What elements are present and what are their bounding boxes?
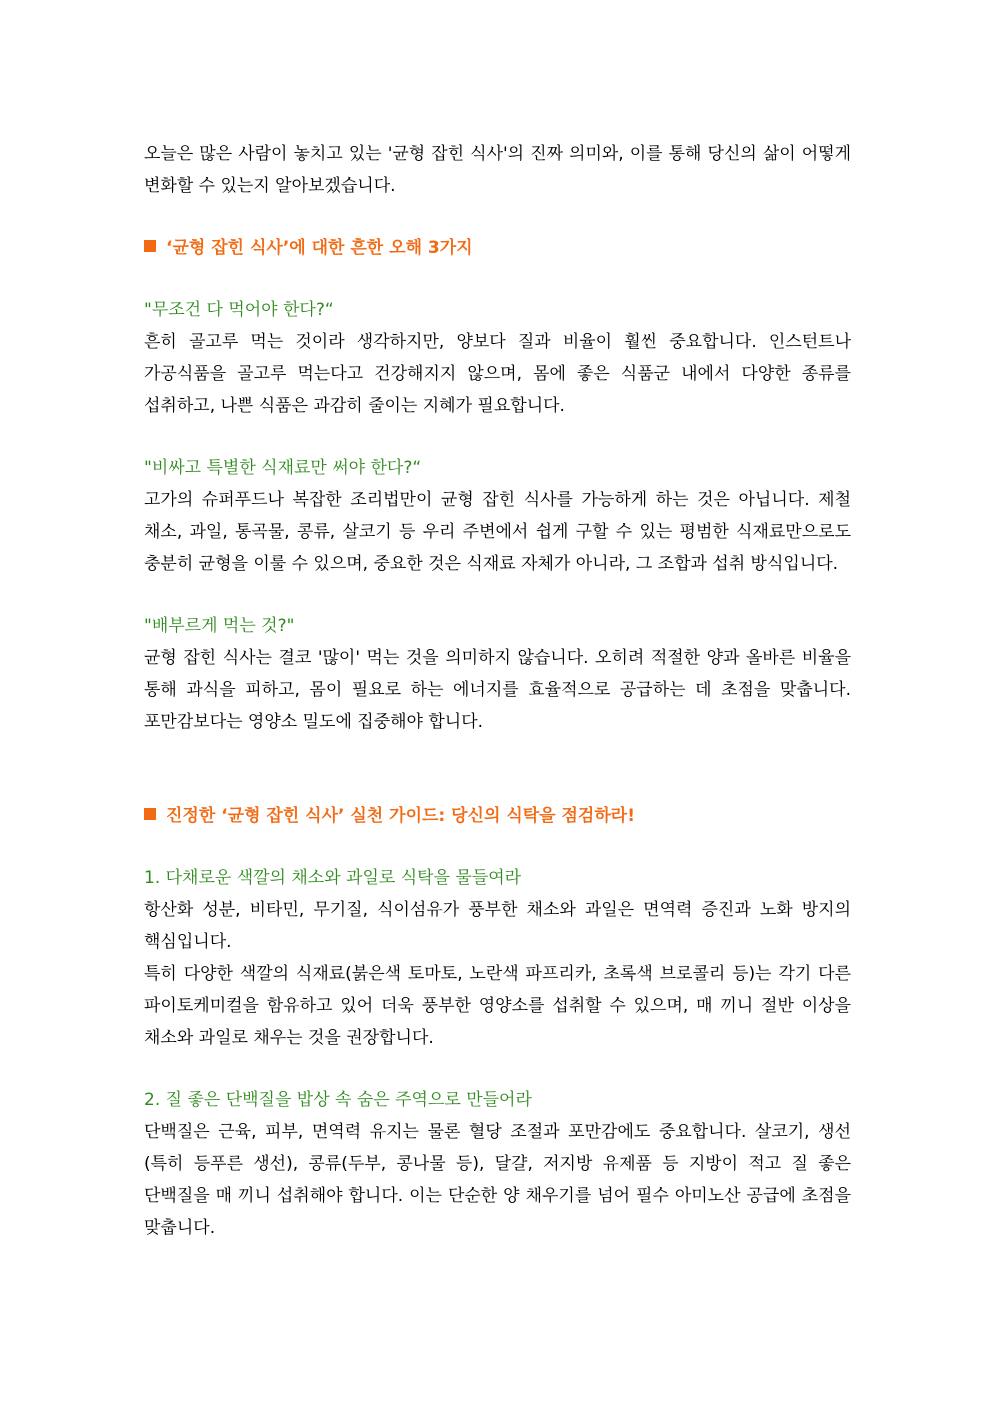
intro-paragraph: 오늘은 많은 사람이 놓치고 있는 '균형 잡힌 식사'의 진짜 의미와, 이를 통해 당신의 삶이 어떻게 변화할 수 있는지 알아보겠습니다. — [144, 144, 851, 196]
myth3-question: "배부르게 먹는 것?" — [144, 616, 295, 636]
document-body — [144, 138, 851, 1244]
myth1-body: 흔히 골고루 먹는 것이라 생각하지만, 양보다 질과 비율이 훨씬 중요합니다. 인스턴트나 가공식품을 골고루 먹는다고 건강해지지 않으며, 몸에 좋은 식품군 내에서 다양한 종류를 섭취하고, 나쁜 식품은 과감히 줄이는 지혜가 필요합니다. — [144, 332, 851, 416]
myth2-body: 고가의 슈퍼푸드나 복잡한 조리법만이 균형 잡힌 식사를 가능하게 하는 것은 아닙니다. 제철 채소, 과일, 통곡물, 콩류, 살코기 등 우리 주변에서 쉽게 구할 수 있는 평범한 식재료만으로도 충분히 균형을 이룰 수 있으며, 중요한 것은 식재료 자체가 아니라, 그 조합과 섭취 방식입니다. — [144, 490, 851, 574]
guide1-body1: 항산화 성분, 비타민, 무기질, 식이섬유가 풍부한 채소와 과일은 면역력 증진과 노화 방지의 핵심입니다. — [144, 900, 851, 952]
section1-heading — [144, 232, 851, 264]
guide1-body2: 특히 다양한 색깔의 식재료(붉은색 토마토, 노란색 파프리카, 초록색 브로콜리 등)는 각기 다른 파이토케미컬을 함유하고 있어 더욱 풍부한 영양소를 섭취할 수 있으며, 매 끼니 절반 이상을 채소와 과일로 채우는 것을 권장합니다. — [144, 964, 851, 1048]
guide1-title: 1. 다채로운 색깔의 채소와 과일로 식탁을 물들여라 — [144, 868, 522, 888]
myth2-question: "비싸고 특별한 식재료만 써야 한다?“ — [144, 458, 422, 478]
myth3-body: 균형 잡힌 식사는 결코 '많이' 먹는 것을 의미하지 않습니다. 오히려 적절한 양과 올바른 비율을 통해 과식을 피하고, 몸이 필요로 하는 에너지를 효율적으로 공급하는 데 초점을 맞춥니다. 포만감보다는 영양소 밀도에 집중해야 합니다. — [144, 648, 851, 732]
square-bullet-icon — [144, 240, 156, 252]
square-bullet-icon — [144, 808, 156, 820]
guide2-body: 단백질은 근육, 피부, 면역력 유지는 물론 혈당 조절과 포만감에도 중요합니다. 살코기, 생선(특히 등푸른 생선), 콩류(두부, 콩나물 등), 달걀, 저지방 유제품 등 지방이 적고 질 좋은 단백질을 매 끼니 섭취해야 합니다. 이는 단순한 양 채우기를 넘어 필수 아미노산 공급에 초점을 맞춥니다. — [144, 1122, 851, 1238]
myth1-question: "무조건 다 먹어야 한다?“ — [144, 300, 334, 320]
section2-heading — [144, 800, 851, 832]
section1-title: ‘균형 잡힌 식사’에 대한 흔한 오해 3가지 — [166, 238, 473, 258]
section2-title: 진정한 ‘균형 잡힌 식사’ 실천 가이드: 당신의 식탁을 점검하라! — [166, 806, 635, 826]
guide2-title: 2. 질 좋은 단백질을 밥상 속 숨은 주역으로 만들어라 — [144, 1090, 532, 1110]
